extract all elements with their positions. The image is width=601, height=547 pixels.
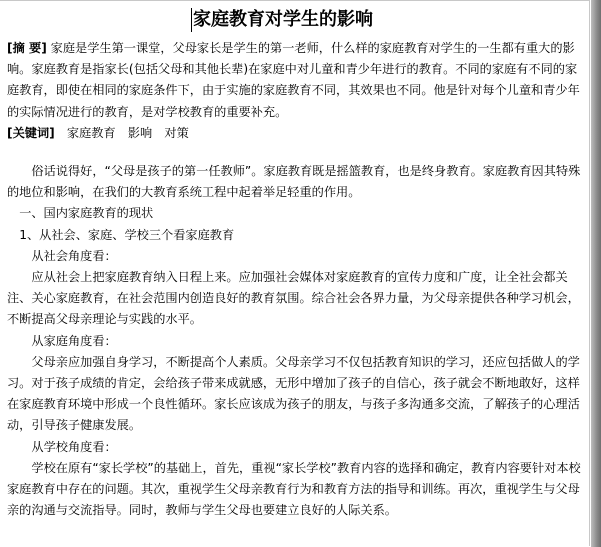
family-paragraph: 父母亲应加强自身学习，不断提高个人素质。父母亲学习不仅包括教育知识的学习，还应包括做人的学习。对于孩子成绩的肯定，会给孩子带来成就感，无形中增加了孩子的自信心，孩子就会不断地敢好，这样在家庭教育环境中形成一个良性循环。家长应该成为孩子的朋友，与孩子多沟通多交流，了解孩子的心理活动，引导孩子健康发展。 (7, 354, 580, 433)
abstract-label: [摘 要] (7, 41, 47, 55)
document-title: 家庭教育对学生的影响 (193, 9, 373, 30)
keyword-item: 家庭教育 (66, 125, 116, 140)
school-paragraph: 学校在原有“家长学校”的基础上，首先，重视“家长学校”教育内容的选择和确定，教育内容要针对本校家庭教育中存在的问题。其次，重视学生父母亲教育行为和教育方法的指导和训练。再次，重视学生与父母亲的沟通与交流指导。同时，教师与学生父母也要建立良好的人际关系。 (7, 460, 581, 518)
keywords-line (7, 123, 587, 144)
section-heading: 一、国内家庭教育的现状 (19, 206, 154, 221)
intro-paragraph: 俗话说得好，“父母是孩子的第一任教师”。家庭教育既是摇篮教育，也是终身教育。家庭教育因其特殊的地位和影响，在我们的大教育系统工程中起着举足轻重的作用。 (7, 164, 581, 200)
paragraph-gap (7, 144, 587, 161)
family-heading: 从家庭角度看： (31, 333, 117, 348)
document-body (7, 38, 587, 521)
abstract-paragraph (7, 38, 587, 123)
social-heading: 从社会角度看： (31, 248, 117, 263)
subsection-heading: 1、从社会、家庭、学校三个看家庭教育 (19, 227, 235, 242)
text-cursor (191, 8, 192, 32)
school-heading: 从学校角度看： (31, 439, 117, 454)
abstract-text: 家庭是学生第一课堂，父母家长是学生的第一老师，什么样的家庭教育对学生的一生都有重大的影响。家庭教育是指家长(包括父母和其他长辈)在家庭中对儿童和青少年进行的教育。不同的家庭有不同的家庭教育，即使在相同的家庭条件下，由于实施的家庭教育不同，其效果也不同。他是针对每个儿童和青少年的实际情况进行的教育，是对学校教育的重要补充。 (7, 41, 580, 119)
keyword-item: 影响 (127, 125, 153, 140)
keyword-item: 对策 (164, 125, 189, 140)
social-paragraph: 应从社会上把家庭教育纳入日程上来。应加强社会媒体对家庭教育的宣传力度和广度，让全社会都关注、关心家庭教育，在社会范围内创造良好的教育氛围。综合社会各界力量，为父母亲提供各种学习机会，不断提高父母亲理论与实践的水平。 (7, 270, 580, 327)
scrollbar-edge[interactable] (591, 0, 601, 547)
keywords-label: [关键词] (7, 125, 55, 140)
